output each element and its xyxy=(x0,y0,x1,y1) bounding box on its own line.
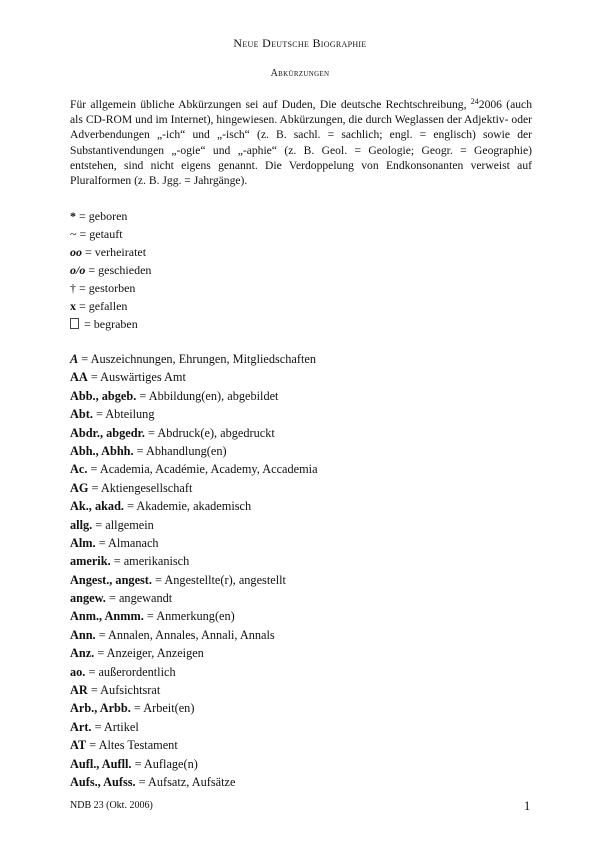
abbreviation-meaning: = Almanach xyxy=(95,535,159,550)
abbreviation-row xyxy=(70,387,318,405)
symbol-glyph: † xyxy=(70,281,76,295)
symbol-meaning: = getauft xyxy=(76,227,123,241)
symbol-glyph: oo xyxy=(70,245,82,259)
abbreviation-meaning: = Anzeiger, Anzeigen xyxy=(94,646,204,661)
abbreviation-row xyxy=(70,718,318,736)
symbol-meaning: = verheiratet xyxy=(82,245,147,259)
abbreviation-term: AA xyxy=(70,370,88,385)
abbreviation-meaning: = Aufsatz, Aufsätze xyxy=(135,774,236,789)
abbreviation-row xyxy=(70,736,318,754)
abbreviation-row xyxy=(70,755,318,773)
symbol-glyph: ~ xyxy=(70,227,77,241)
symbol-meaning: = begraben xyxy=(81,317,138,331)
page-title: Neue Deutsche Biographie xyxy=(233,36,367,50)
abbreviation-row xyxy=(70,460,318,478)
symbol-meaning: = geschieden xyxy=(85,263,152,277)
symbol-list xyxy=(70,207,151,333)
abbreviation-term: Ann. xyxy=(70,627,96,642)
intro-paragraph xyxy=(70,97,532,188)
abbreviation-row xyxy=(70,497,318,515)
abbreviation-meaning: = Akademie, akademisch xyxy=(124,499,252,514)
abbreviation-meaning: = Abhandlung(en) xyxy=(133,443,227,458)
abbreviation-row xyxy=(70,644,318,662)
abbreviation-term: angew. xyxy=(70,591,106,606)
section-subtitle: Abkürzungen xyxy=(270,68,330,79)
abbreviation-term: amerik. xyxy=(70,554,111,569)
symbol-row xyxy=(70,243,151,261)
abbreviation-row xyxy=(70,405,318,423)
abbreviation-meaning: = Academia, Académie, Academy, Accademia xyxy=(87,462,318,477)
abbreviation-row xyxy=(70,571,318,589)
symbol-row xyxy=(70,297,151,315)
abbreviation-row xyxy=(70,424,318,442)
abbreviation-term: Anm., Anmm. xyxy=(70,609,144,624)
abbreviation-meaning: = Arbeit(en) xyxy=(130,701,195,716)
abbreviation-row xyxy=(70,552,318,570)
symbol-meaning: = gefallen xyxy=(76,299,128,313)
abbreviation-term: Arb., Arbb. xyxy=(70,701,131,716)
abbreviation-meaning: = Artikel xyxy=(91,719,139,734)
abbreviation-meaning: = Anmerkung(en) xyxy=(143,609,235,624)
abbreviation-term: Ak., akad. xyxy=(70,499,124,514)
abbreviation-meaning: = Auszeichnungen, Ehrungen, Mitgliedschaften xyxy=(78,352,316,366)
abbreviation-meaning: = Abdruck(e), abgedruckt xyxy=(144,425,275,440)
abbreviation-term: Anz. xyxy=(70,646,95,661)
symbol-glyph: o/o xyxy=(70,263,86,277)
abbreviation-meaning: = Abbildung(en), abgebildet xyxy=(136,388,279,403)
abbreviation-meaning: = Aufsichtsrat xyxy=(87,683,161,698)
abbreviation-term: Art. xyxy=(70,719,92,734)
abbreviation-meaning: = Auflage(n) xyxy=(131,756,198,771)
intro-text-after: 2006 (auch als CD-ROM und im Internet), hingewiesen. Abkürzungen, die durch Weglassen der Adjektiv- oder Adverbendungen „-ich“ und „-isch“ (z. B. sachl. = sachlich; engl. = englisch) sowie der Substantivendungen „-ogie“ und „-aphie“ (z. B. Geol. = Geologie; Geogr. = Geographie) entstehen, sind nicht eigens genannt. Die Verdoppelung von Endkonsonanten verweist auf Pluralformen (z. B. Jgg. = Jahrgänge). xyxy=(70,98,532,188)
abbreviation-meaning: = Aktiengesellschaft xyxy=(88,480,193,495)
abbreviation-term: A xyxy=(70,352,79,366)
abbreviation-term: AR xyxy=(70,683,88,698)
abbreviation-meaning: = Annalen, Annales, Annali, Annals xyxy=(95,627,275,642)
abbreviation-row xyxy=(70,773,318,791)
abbreviation-row xyxy=(70,626,318,644)
abbreviation-list xyxy=(70,350,318,791)
abbreviation-meaning: = Altes Testament xyxy=(86,738,178,753)
symbol-glyph: x xyxy=(70,299,76,313)
abbreviation-meaning: = angewandt xyxy=(105,591,173,606)
abbreviation-meaning: = Auswärtiges Amt xyxy=(87,370,186,385)
abbreviation-row xyxy=(70,699,318,717)
abbreviation-row xyxy=(70,681,318,699)
abbreviation-meaning: = Angestellte(r), angestellt xyxy=(151,572,286,587)
abbreviation-meaning: = außerordentlich xyxy=(85,664,176,679)
abbreviation-term: Abdr., abgedr. xyxy=(70,425,145,440)
abbreviation-row xyxy=(70,350,318,368)
abbreviation-term: Abh., Abhh. xyxy=(70,443,134,458)
page-number: 1 xyxy=(524,799,531,813)
abbreviation-term: AT xyxy=(70,738,87,753)
abbreviation-term: Aufl., Aufll. xyxy=(70,756,132,771)
abbreviation-meaning: = allgemein xyxy=(92,517,154,532)
abbreviation-meaning: = amerikanisch xyxy=(110,554,190,569)
symbol-row xyxy=(70,315,151,333)
symbol-meaning: = gestorben xyxy=(76,281,136,295)
abbreviation-row xyxy=(70,479,318,497)
symbol-meaning: = geboren xyxy=(76,209,128,223)
abbreviation-term: AG xyxy=(70,480,89,495)
abbreviation-row xyxy=(70,589,318,607)
abbreviation-row xyxy=(70,607,318,625)
abbreviation-term: Abb., abgeb. xyxy=(70,388,137,403)
abbreviation-meaning: = Abteilung xyxy=(92,407,155,422)
edition-superscript: 24 xyxy=(470,97,479,106)
intro-text-before: Für allgemein übliche Abkürzungen sei auf Duden, Die deutsche Rechtschreibung, xyxy=(70,98,471,111)
symbol-glyph: * xyxy=(70,209,76,223)
symbol-row xyxy=(70,279,151,297)
abbreviation-row xyxy=(70,534,318,552)
abbreviation-row xyxy=(70,368,318,386)
abbreviation-term: allg. xyxy=(70,517,93,532)
abbreviation-term: Aufs., Aufss. xyxy=(70,774,136,789)
abbreviation-term: Alm. xyxy=(70,535,96,550)
abbreviation-row xyxy=(70,516,318,534)
abbreviation-term: Angest., angest. xyxy=(70,572,152,587)
missing-glyph-box-icon xyxy=(70,318,79,329)
abbreviation-term: ao. xyxy=(70,664,86,679)
symbol-row xyxy=(70,261,151,279)
abbreviation-term: Abt. xyxy=(70,407,93,422)
symbol-row xyxy=(70,225,151,243)
abbreviation-term: Ac. xyxy=(70,462,88,477)
abbreviation-row xyxy=(70,442,318,460)
footer-source: NDB 23 (Okt. 2006) xyxy=(70,800,153,811)
abbreviation-row xyxy=(70,663,318,681)
symbol-row xyxy=(70,207,151,225)
